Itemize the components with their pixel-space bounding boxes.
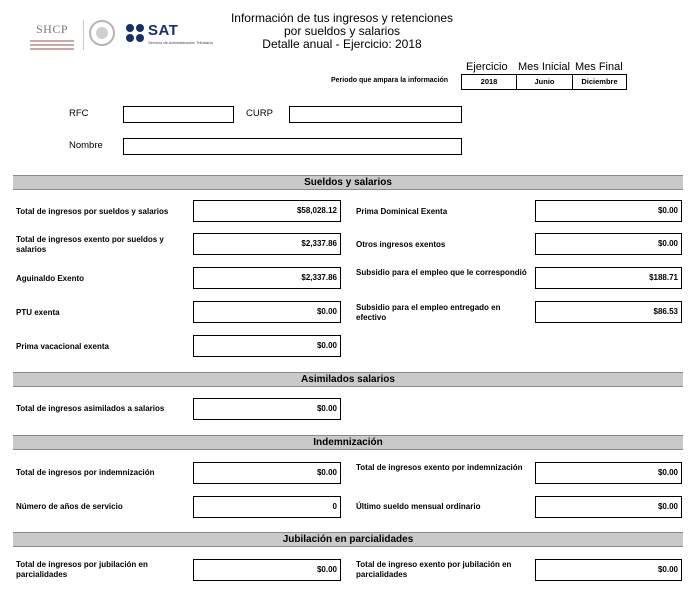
total-asimilados-label: Total de ingresos asimilados a salarios [16, 404, 165, 413]
section-asimilados-header: Asimilados salarios [13, 372, 683, 387]
shcp-logo [26, 22, 78, 48]
title-line-3: Detalle anual - Ejercicio: 2018 [262, 37, 422, 51]
section-sueldos-header: Sueldos y salarios [13, 175, 683, 190]
ejercicio-header: Ejercicio [466, 61, 508, 73]
total-indemnizacion-field: $0.00 [193, 462, 341, 484]
subsidio-correspondio-field: $188.71 [535, 267, 682, 289]
total-jubilacion-label: Total de ingresos por jubilación en parcialidades [16, 560, 148, 579]
period-label: Periodo que ampara la información [331, 77, 449, 84]
total-ingresos-sueldos-field: $58,028.12 [193, 200, 341, 222]
title-line-2: por sueldos y salarios [283, 24, 401, 38]
curp-label: CURP [246, 108, 273, 119]
ejercicio-field: 2018 [461, 74, 517, 90]
prima-vacacional-field: $0.00 [193, 335, 341, 357]
otros-ingresos-exentos-label: Otros ingresos exentos [356, 240, 446, 249]
prima-dominical-label: Prima Dominical Exenta [356, 207, 448, 216]
exento-jubilacion-label: Total de ingreso exento por jubilación en parcialidades [356, 560, 512, 579]
sat-logo-text: SAT [148, 22, 179, 39]
section-indemnizacion-header: Indemnización [13, 435, 683, 450]
subsidio-entregado-label: Subsidio para el empleo entregado en efectivo [356, 303, 501, 322]
total-exento-sueldos-field: $2,337.86 [193, 233, 341, 255]
exento-indemnizacion-label: Total de ingresos exento por indemnización [356, 463, 523, 472]
prima-dominical-field: $0.00 [535, 200, 682, 222]
ptu-exenta-label: PTU exenta [16, 308, 60, 317]
mes-final-field: Diciembre [572, 74, 627, 90]
mes-final-header: Mes Final [575, 61, 623, 73]
document-title [222, 12, 462, 51]
anios-servicio-field: 0 [193, 496, 341, 518]
prima-vacacional-label: Prima vacacional exenta [16, 342, 109, 351]
total-indemnizacion-label: Total de ingresos por indemnización [16, 468, 155, 477]
nombre-field[interactable] [123, 138, 462, 155]
otros-ingresos-exentos-field: $0.00 [535, 233, 682, 255]
sat-logo-icon [126, 24, 146, 44]
subsidio-correspondio-label: Subsidio para el empleo que le correspondió [356, 268, 527, 277]
title-line-1: Información de tus ingresos y retenciones [230, 11, 454, 25]
curp-field[interactable] [289, 106, 462, 123]
exento-jubilacion-field: $0.00 [535, 559, 682, 581]
exento-indemnizacion-field: $0.00 [535, 462, 682, 484]
total-asimilados-field: $0.00 [193, 398, 341, 420]
ptu-exenta-field: $0.00 [193, 301, 341, 323]
nombre-label: Nombre [69, 140, 103, 151]
subsidio-entregado-field: $86.53 [535, 301, 682, 323]
rfc-field[interactable] [123, 106, 234, 123]
ultimo-sueldo-label: Último sueldo mensual ordinario [356, 502, 481, 511]
total-exento-sueldos-label: Total de ingresos exento por sueldos y salarios [16, 235, 164, 254]
logo-divider [83, 20, 84, 50]
aguinaldo-exento-field: $2,337.86 [193, 267, 341, 289]
total-jubilacion-field: $0.00 [193, 559, 341, 581]
sat-logo-subtitle: Servicio de Administración Tributaria [148, 40, 213, 45]
ultimo-sueldo-field: $0.00 [535, 496, 682, 518]
shcp-logo-text: SHCP [35, 22, 69, 36]
mes-inicial-header: Mes Inicial [518, 61, 570, 73]
anios-servicio-label: Número de años de servicio [16, 502, 123, 511]
section-jubilacion-header: Jubilación en parcialidades [13, 532, 683, 547]
mes-inicial-field: Junio [516, 74, 573, 90]
aguinaldo-exento-label: Aguinaldo Exento [16, 274, 84, 283]
national-seal-icon [89, 20, 115, 46]
total-ingresos-sueldos-label: Total de ingresos por sueldos y salarios [16, 207, 169, 216]
rfc-label: RFC [69, 108, 89, 119]
